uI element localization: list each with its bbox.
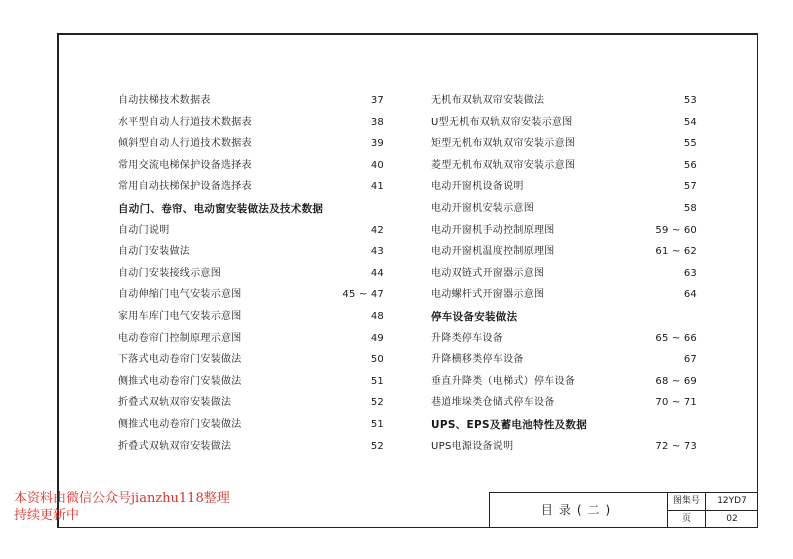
toc-entry-page: 68 ~ 69 xyxy=(655,375,697,387)
watermark-line-1: 本资料由微信公众号jianzhu118整理 xyxy=(14,491,230,506)
toc-entry xyxy=(431,180,697,202)
toc-entry xyxy=(431,94,697,116)
toc-entry-title: 自动门说明 xyxy=(118,224,170,236)
toc-entry xyxy=(431,137,697,159)
toc-entry-page: 50 xyxy=(370,354,384,366)
toc-entry xyxy=(118,180,384,202)
toc-entry-title: 电动开窗机手动控制原理图 xyxy=(431,224,555,236)
toc-entry-page: 61 ~ 62 xyxy=(655,246,697,258)
toc-entry xyxy=(118,332,384,354)
toc-entry-page: 44 xyxy=(370,267,384,279)
toc-entry-title: 水平型自动人行道技术数据表 xyxy=(118,116,252,128)
toc-entry xyxy=(431,224,697,246)
toc-entry xyxy=(431,396,697,418)
toc-entry-page: 42 xyxy=(370,224,384,236)
toc-entry-title: 电动双链式开窗器示意图 xyxy=(431,267,545,279)
toc-entry-title: 巷道堆垛类仓储式停车设备 xyxy=(431,397,555,409)
toc-entry xyxy=(118,396,384,418)
toc-entry xyxy=(431,375,697,397)
toc-entry xyxy=(118,137,384,159)
toc-entry xyxy=(118,288,384,310)
toc-entry-page: 63 xyxy=(683,267,697,279)
toc-entry-page: 38 xyxy=(370,116,384,128)
toc-entry-page: 53 xyxy=(683,95,697,106)
toc-entry-title: 侧推式电动卷帘门安装做法 xyxy=(118,375,242,387)
toc-entry-page: 70 ~ 71 xyxy=(655,397,697,409)
toc-entry-title: 电动卷帘门控制原理示意图 xyxy=(118,332,242,344)
toc-left-column xyxy=(118,94,384,461)
toc-entry-title: 电动开窗机设备说明 xyxy=(431,181,524,193)
toc-entry xyxy=(118,310,384,332)
toc-entry xyxy=(118,245,384,267)
toc-entry-title: 侧推式电动卷帘门安装做法 xyxy=(118,418,242,430)
toc-entry-title: 电动开窗机安装示意图 xyxy=(431,202,534,214)
toc-entry-page: 72 ~ 73 xyxy=(655,440,697,452)
page-label: 页 xyxy=(668,511,706,528)
toc-entry xyxy=(118,267,384,289)
toc-entry-page: 55 xyxy=(683,138,697,150)
toc-entry-page: 51 xyxy=(370,375,384,387)
toc-entry-title: 自动门、卷帘、电动窗安装做法及技术数据 xyxy=(118,202,324,215)
toc-entry-title: 折叠式双轨双帘安装做法 xyxy=(118,397,232,409)
toc-entry-title: UPS电源设备说明 xyxy=(431,440,514,452)
toc-entry-title: 电动螺杆式开窗器示意图 xyxy=(431,289,545,301)
toc-entry xyxy=(431,116,697,138)
toc-entry xyxy=(431,332,697,354)
toc-entry xyxy=(431,202,697,224)
toc-entry xyxy=(118,375,384,397)
toc-entry-page: 59 ~ 60 xyxy=(655,224,697,236)
toc-entry-title: 折叠式双轨双帘安装做法 xyxy=(118,440,232,452)
toc-entry xyxy=(118,224,384,246)
toc-entry-page: 39 xyxy=(370,138,384,150)
toc-entry xyxy=(118,116,384,138)
toc-entry-title: UPS、EPS及蓄电池特性及数据 xyxy=(431,418,588,431)
toc-entry-title: 无机布双轨双帘安装做法 xyxy=(431,95,545,106)
toc-entry-page: 43 xyxy=(370,246,384,258)
toc-entry-title: 垂直升降类（电梯式）停车设备 xyxy=(431,375,576,387)
toc-entry-title: 升降横移类停车设备 xyxy=(431,354,524,366)
toc-entry xyxy=(118,159,384,181)
toc-entry-page: 67 xyxy=(683,354,697,366)
title-block xyxy=(489,492,758,528)
toc-entry-title: 升降类停车设备 xyxy=(431,332,504,344)
toc-entry-page: 45 ~ 47 xyxy=(342,289,384,301)
toc-entry-title: 自动伸缩门电气安装示意图 xyxy=(118,289,242,301)
toc-entry-page: 64 xyxy=(683,289,697,301)
toc-entry-title: 自动门安装做法 xyxy=(118,246,191,258)
toc-section-heading xyxy=(431,418,697,440)
toc-entry xyxy=(118,418,384,440)
toc-entry-title: 下落式电动卷帘门安装做法 xyxy=(118,354,242,366)
toc-entry-page: 37 xyxy=(370,95,384,106)
toc-entry xyxy=(431,440,697,462)
toc-entry-page: 41 xyxy=(370,181,384,193)
toc-entry xyxy=(431,353,697,375)
toc-section-heading xyxy=(118,202,384,224)
watermark-line-2: 持续更新中 xyxy=(14,508,80,523)
toc-entry-page: 48 xyxy=(370,310,384,322)
toc-entry-page: 54 xyxy=(683,116,697,128)
atlas-number: 12YD7 xyxy=(706,493,758,511)
toc-entry-page: 65 ~ 66 xyxy=(655,332,697,344)
toc-entry-page: 58 xyxy=(683,202,697,214)
toc-entry xyxy=(118,440,384,462)
toc-entry-page: 52 xyxy=(370,440,384,452)
toc-entry xyxy=(431,288,697,310)
toc-entry xyxy=(431,159,697,181)
atlas-number-label: 图集号 xyxy=(668,493,706,511)
toc-entry-title: 家用车库门电气安装示意图 xyxy=(118,310,242,322)
toc-entry xyxy=(431,267,697,289)
toc-entry-title: 常用自动扶梯保护设备选择表 xyxy=(118,181,252,193)
toc-entry-page: 40 xyxy=(370,159,384,171)
toc-section-heading xyxy=(431,310,697,332)
toc-right-column xyxy=(431,94,697,461)
toc-entry xyxy=(118,94,384,116)
toc-entry-page: 57 xyxy=(683,181,697,193)
sheet-title: 目录(二) xyxy=(490,493,668,528)
toc-entry-title: 停车设备安装做法 xyxy=(431,310,518,323)
toc-entry-title: 电动开窗机温度控制原理图 xyxy=(431,246,555,258)
toc-entry-title: 倾斜型自动人行道技术数据表 xyxy=(118,138,252,150)
toc-entry-title: 矩型无机布双轨双帘安装示意图 xyxy=(431,138,576,150)
toc-entry-title: 常用交流电梯保护设备选择表 xyxy=(118,159,252,171)
page-number: 02 xyxy=(726,514,738,524)
toc-entry xyxy=(118,353,384,375)
toc-entry-page: 51 xyxy=(370,418,384,430)
toc-entry-page: 56 xyxy=(683,159,697,171)
toc-entry xyxy=(431,245,697,267)
toc-entry-title: 自动门安装接线示意图 xyxy=(118,267,221,279)
toc-entry-title: 菱型无机布双轨双帘安装示意图 xyxy=(431,159,576,171)
toc-entry-page: 52 xyxy=(370,397,384,409)
toc-entry-title: U型无机布双轨双帘安装示意图 xyxy=(431,116,573,128)
toc-entry-title: 自动扶梯技术数据表 xyxy=(118,95,211,106)
toc-entry-page: 49 xyxy=(370,332,384,344)
